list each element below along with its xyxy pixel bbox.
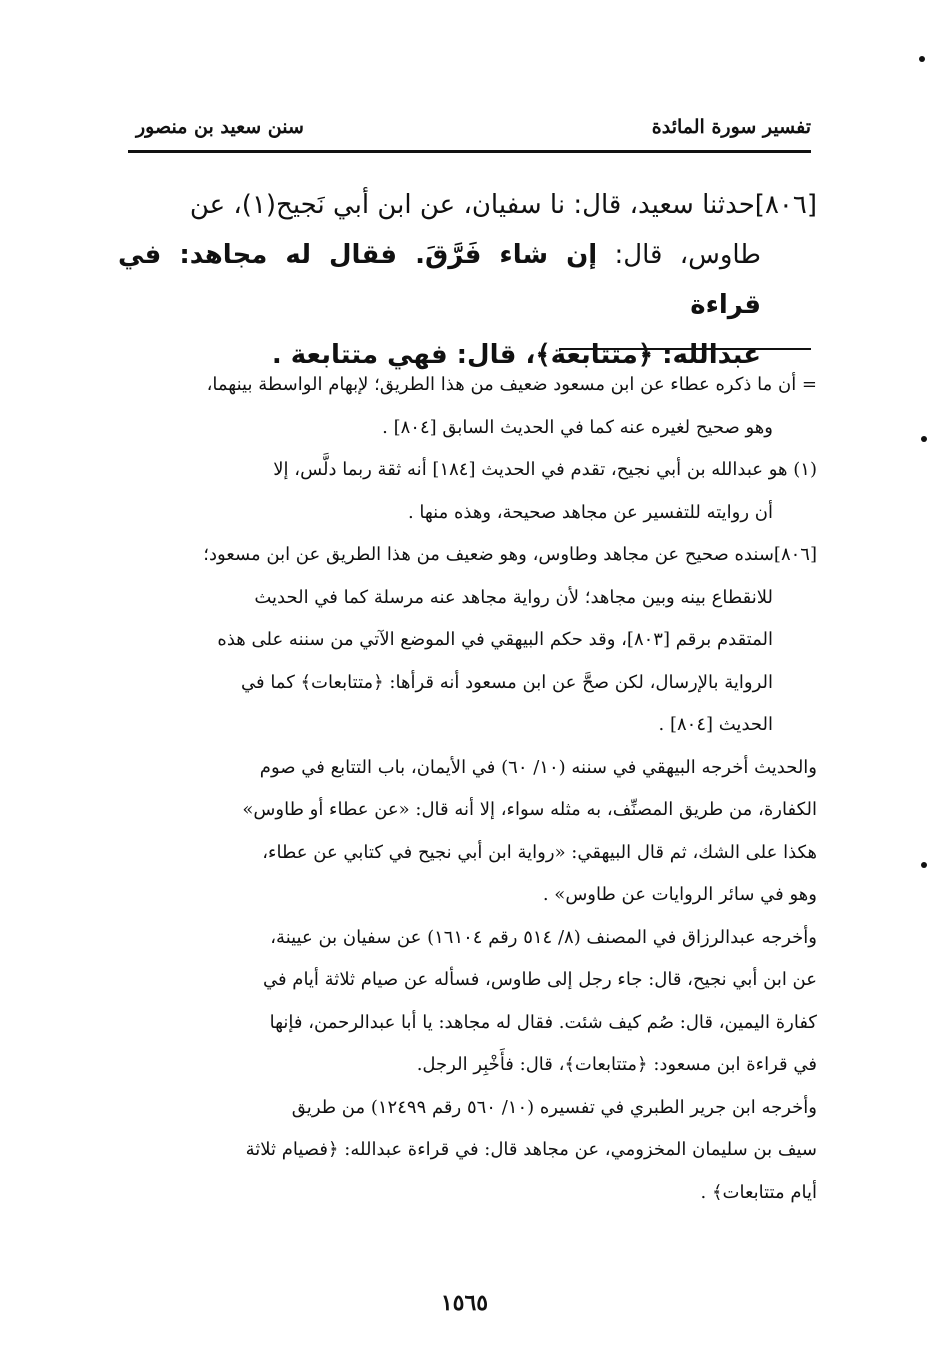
footnote-divider xyxy=(559,348,811,350)
hadith-line-2-bold: إن شاء فَرَّقَ. فقال له مجاهد: في قراءة xyxy=(118,240,761,320)
note-1-line-1: (١) هو عبدالله بن أبي نجيح، تقدم في الحديث [١٨٤] أنه ثقة ربما دلَّس، إلا xyxy=(273,459,817,480)
abdurrazzaq-line-1: وأخرجه عبدالرزاق في المصنف (٨/ ٥١٤ رقم ١٦١٠٤) عن سفيان بن عيينة، xyxy=(270,926,817,948)
abdurrazzaq-line-2: عن ابن أبي نجيح، قال: جاء رجل إلى طاوس، فسأله عن صيام ثلاثة أيام في xyxy=(262,969,817,990)
hadith-line-1: [٨٠٦]حدثنا سعيد، قال: نا سفيان، عن ابن أبي نَجيح(١)، عن xyxy=(189,190,817,220)
scan-mark-dot xyxy=(921,862,927,868)
footnotes xyxy=(118,364,817,1214)
hadith-line-2-normal: طاوس، قال: xyxy=(597,240,761,270)
tabari-line-1: وأخرجه ابن جرير الطبري في تفسيره (١٠/ ٥٦٠ رقم ١٢٤٩٩) من طريق xyxy=(291,1096,817,1118)
tabari-line-2: سيف بن سليمان المخزومي، عن مجاهد قال: في قراءة عبدالله: ﴿فصيام ثلاثة xyxy=(245,1139,817,1160)
bayhaqi-line-2: الكفارة، من طريق المصنِّف، به مثله سواء، إلا أنه قال: «عن عطاء أو طاوس» xyxy=(242,799,817,820)
takhrij-806-line-3: المتقدم برقم [٨٠٣]، وقد حكم البيهقي في الموضع الآتي من سننه على هذه xyxy=(217,629,773,650)
bayhaqi-line-3: هكذا على الشك، ثم قال البيهقي: «رواية ابن أبي نجيح في كتابي عن عطاء، xyxy=(262,841,817,863)
tabari-line-3: أيام متتابعات﴾ . xyxy=(700,1181,817,1203)
bayhaqi-line-1: والحديث أخرجه البيهقي في سننه (١٠/ ٦٠) في الأيمان، باب التتابع في صوم xyxy=(259,756,817,778)
note-carry-line-2: وهو صحيح لغيره عنه كما في الحديث السابق [٨٠٤] . xyxy=(382,416,773,438)
abdurrazzaq-line-3: كفارة اليمين، قال: صُم كيف شئت. فقال له مجاهد: يا أبا عبدالرحمن، فإنها xyxy=(269,1011,817,1033)
takhrij-806-line-1: [٨٠٦]سنده صحيح عن مجاهد وطاوس، وهو ضعيف من هذا الطريق عن ابن مسعود؛ xyxy=(203,544,817,565)
hadith-text xyxy=(118,180,817,380)
scan-mark-dot xyxy=(919,56,925,62)
hadith-line-2 xyxy=(118,230,817,330)
chapter-title: تفسير سورة المائدة xyxy=(651,116,811,138)
header-divider xyxy=(128,150,811,153)
running-header xyxy=(132,110,811,146)
note-carry-line-1: = أن ما ذكره عطاء عن ابن مسعود ضعيف من هذا الطريق؛ لإبهام الواسطة بينهما، xyxy=(206,374,817,395)
takhrij-806-line-2: للانقطاع بينه وبين مجاهد؛ لأن رواية مجاهد عنه مرسلة كما في الحديث xyxy=(254,586,773,608)
takhrij-806-line-5: الحديث [٨٠٤] . xyxy=(658,714,773,735)
bayhaqi-line-4: وهو في سائر الروايات عن طاوس» . xyxy=(542,884,817,905)
book-title: سنن سعيد بن منصور xyxy=(136,116,304,138)
note-1-line-2: أن روايته للتفسير عن مجاهد صحيحة، وهذه منها . xyxy=(407,501,773,523)
takhrij-806-line-4: الرواية بالإرسال، لكن صحَّ عن ابن مسعود أنه قرأها: ﴿متتابعات﴾ كما في xyxy=(240,671,773,693)
hadith-line-3: عبدالله: ﴿متتابعة﴾، قال: فهي متتابعة . xyxy=(271,340,761,370)
page-number: ١٥٦٥ xyxy=(440,1290,489,1316)
scan-mark-dot xyxy=(921,436,927,442)
abdurrazzaq-line-4: في قراءة ابن مسعود: ﴿متتابعات﴾، قال: فأَخْبِر الرجل. xyxy=(416,1054,817,1075)
